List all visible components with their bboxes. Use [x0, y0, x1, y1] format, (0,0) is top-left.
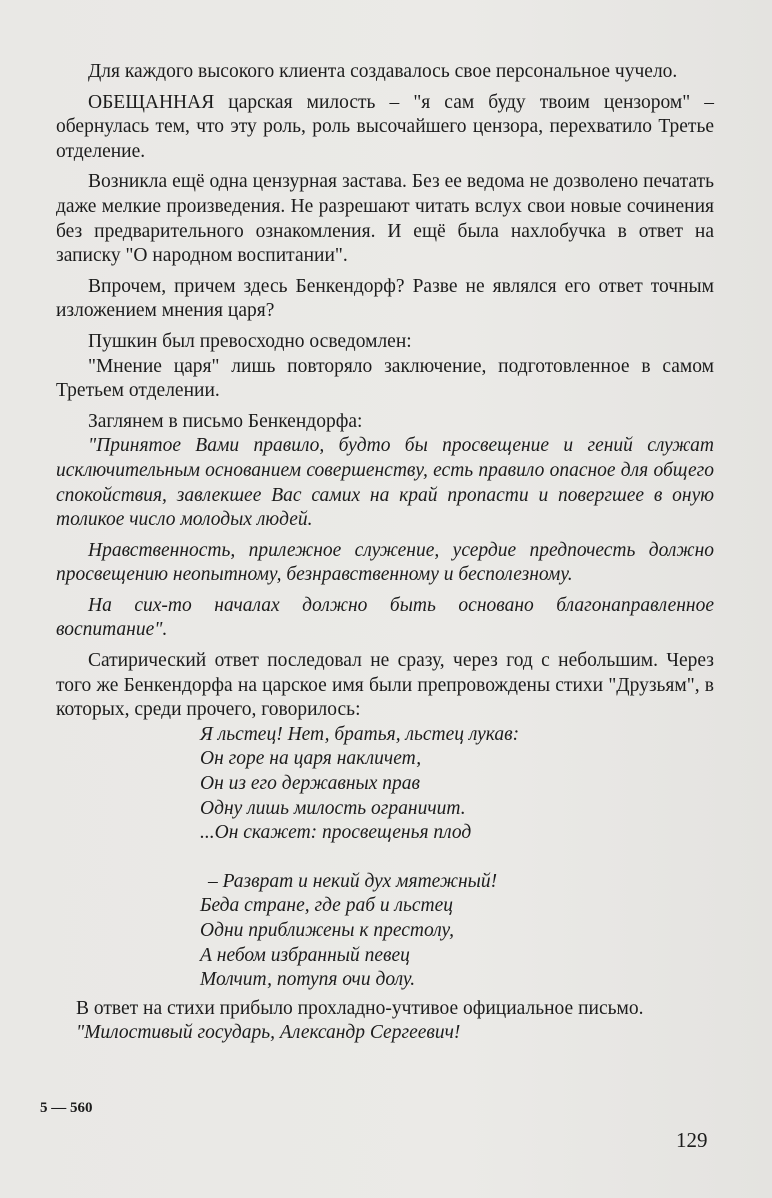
poem-line: Молчит, потупя очи долу. — [200, 969, 416, 991]
poem-line: – Разврат и некий дух мятежный! — [208, 870, 498, 892]
paragraph: ОБЕЩАННАЯ царская милость – "я сам буду твоим цензором" – обернулась тем, что эту роль, роль высочайшего цензора, перехватило Третье отделение. — [56, 91, 714, 162]
paragraph: Заглянем в письмо Бенкендорфа: — [88, 410, 363, 432]
paragraph: Сатирический ответ последовал не сразу, через год с небольшим. Через того же Бенкендорфа на царское имя были препровождены стихи "Друзьям", в которых, среди прочего, говорилось: — [56, 650, 714, 721]
poem-line: Одну лишь милость ограничит. — [200, 797, 466, 819]
body-text — [56, 60, 714, 1046]
signature-mark: 5 — 560 — [40, 1100, 93, 1116]
poem — [200, 723, 714, 993]
poem-line: Он горе на царя накличет, — [200, 748, 422, 770]
paragraph: Пушкин был превосходно осведомлен: — [88, 330, 412, 352]
salutation: "Милостивый государь, Александр Сергеевич! — [76, 1022, 461, 1044]
poem-line: Беда стране, где раб и льстец — [200, 895, 454, 917]
quote-paragraph: "Принятое Вами правило, будто бы просвещение и гений служат исключительным основанием совершенству, есть правило опасное для общего спокойствия, завлекшее Вас самих на край пропасти и повергшее в оную толикое число молодых людей. — [56, 435, 714, 531]
poem-line: Он из его державных прав — [200, 773, 420, 795]
poem-stanza — [200, 723, 714, 821]
page-number: 129 — [676, 1128, 708, 1152]
poem-line: Я льстец! Нет, братья, льстец лукав: — [200, 723, 520, 745]
paragraph: Впрочем, причем здесь Бенкендорф? Разве не являлся его ответ точным изложением мнения царя? — [56, 275, 714, 322]
poem-line: ...Он скажет: просвещенья плод — [200, 822, 472, 844]
paragraph: Возникла ещё одна цензурная застава. Без ее ведома не дозволено печатать даже мелкие произведения. Не разрешают читать вслух свои новые сочинения без предварительного ознакомления. И ещё была нахлобучка в ответ на записку "О народном воспитании". — [56, 171, 714, 267]
poem-stanza — [200, 821, 714, 894]
paragraph: Для каждого высокого клиента создавалось свое персональное чучело. — [88, 61, 678, 82]
paragraph: В ответ на стихи прибыло прохладно-учтивое официальное письмо. — [76, 997, 644, 1019]
poem-line: Одни приближены к престолу, — [200, 920, 455, 941]
quote-paragraph: Нравственность, прилежное служение, усердие предпочесть должно просвещению неопытному, безнравственному и бесполезному. — [56, 539, 714, 586]
poem-line: А небом избранный певец — [200, 944, 410, 966]
quote-paragraph: На сих-то началах должно быть основано благонаправленное воспитание". — [56, 594, 714, 641]
paragraph: "Мнение царя" лишь повторяло заключение, подготовленное в самом Третьем отделении. — [56, 355, 714, 402]
poem-stanza — [200, 894, 714, 992]
